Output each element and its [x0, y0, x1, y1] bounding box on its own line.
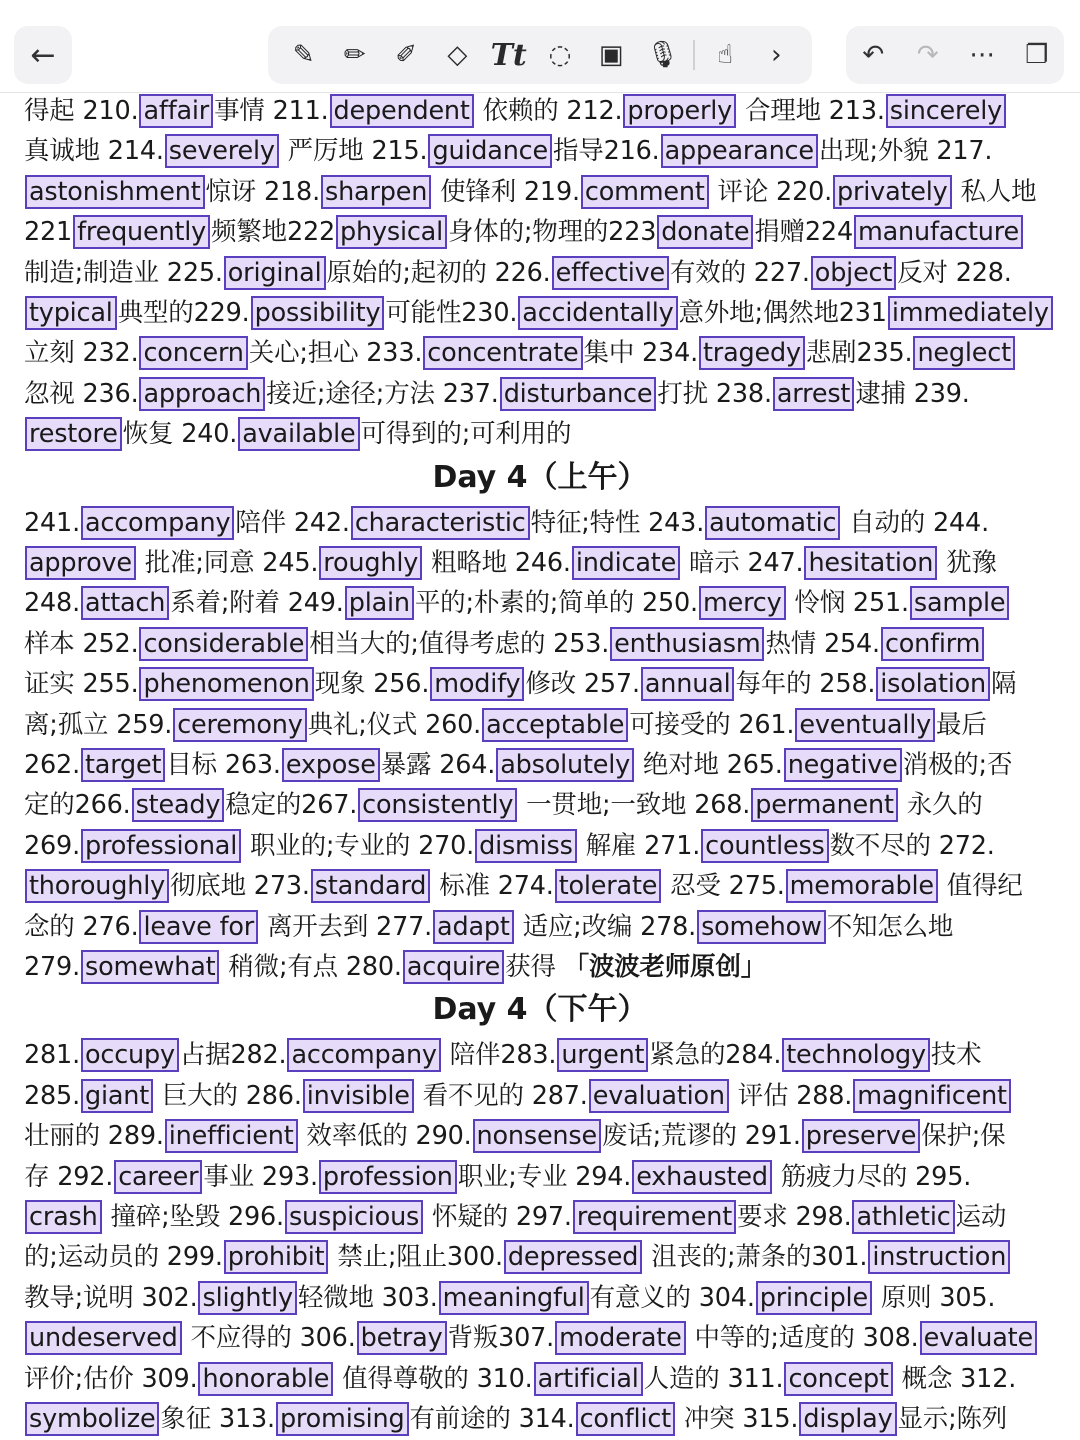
highlighted-word[interactable]: arrest: [773, 377, 854, 411]
highlighted-word[interactable]: indicate: [572, 546, 680, 580]
definition-text: 的;运动员的 299.: [24, 1242, 223, 1273]
highlighted-word[interactable]: evaluate: [920, 1321, 1037, 1355]
definition-text: 系着;附着 249.: [170, 588, 344, 619]
definition-text: 冲突 315.: [675, 1404, 799, 1434]
text-line: [24, 584, 1010, 622]
definition-text: 离开去到 277.: [259, 911, 433, 942]
highlighted-word[interactable]: profession: [319, 1160, 457, 1194]
definition-text: 念的 276.: [24, 911, 139, 942]
eraser-icon[interactable]: ◇: [447, 40, 468, 70]
text-line: [24, 786, 983, 824]
definition-text: 269.: [24, 830, 80, 861]
highlighted-word[interactable]: roughly: [319, 546, 422, 580]
highlighted-word[interactable]: donate: [657, 215, 753, 249]
definition-text: 技术: [930, 1040, 982, 1071]
definition-text: 稍微;有点 280.: [220, 952, 402, 982]
definition-text: 最后: [936, 709, 987, 740]
highlighted-word[interactable]: annual: [641, 667, 735, 701]
definition-text: 犹豫: [938, 548, 997, 578]
definition-text: 典礼;仪式 260.: [307, 709, 482, 740]
definition-text: 打扰 238.: [657, 378, 772, 409]
definition-text: 忍受 275.: [662, 871, 785, 902]
definition-text: 279.: [24, 952, 80, 982]
highlighted-word[interactable]: concentrate: [423, 336, 582, 370]
text-line: [24, 867, 1023, 905]
highlighter-icon[interactable]: ✐: [395, 40, 418, 70]
text-line: [24, 294, 1054, 332]
definition-text: 逮捕 239.: [855, 378, 970, 409]
highlighted-word[interactable]: magnificent: [853, 1079, 1011, 1113]
touch-icon[interactable]: ☝: [717, 40, 733, 70]
text-line: [24, 415, 571, 453]
highlighted-word[interactable]: properly: [623, 94, 736, 128]
highlighted-word[interactable]: manufacture: [854, 215, 1023, 249]
highlighted-word[interactable]: betray: [357, 1321, 447, 1355]
pen-icon[interactable]: ✎: [292, 40, 315, 70]
definition-text: 自动的 244.: [841, 507, 989, 538]
highlighted-word[interactable]: depressed: [504, 1240, 642, 1274]
text-line: [24, 706, 987, 744]
definition-text: 值得尊敬的 310.: [334, 1363, 533, 1394]
highlighted-word[interactable]: technology: [782, 1038, 930, 1072]
text-line: [24, 132, 992, 170]
highlighted-word[interactable]: target: [81, 748, 165, 782]
highlighted-word[interactable]: sharpen: [321, 175, 431, 209]
highlighted-word[interactable]: tragedy: [699, 336, 805, 370]
highlighted-word[interactable]: automatic: [705, 506, 840, 540]
definition-text: 一贯地;一致地 268.: [518, 790, 751, 821]
highlighted-word[interactable]: memorable: [786, 869, 938, 903]
definition-text: 职业;专业 294.: [457, 1161, 632, 1192]
pencil-icon[interactable]: ✏: [343, 40, 366, 70]
highlighted-word[interactable]: principle: [756, 1281, 872, 1315]
definition-text: 数不尽的 272.: [829, 830, 995, 861]
highlighted-word[interactable]: meaningful: [439, 1281, 589, 1315]
more-icon[interactable]: ⋯: [969, 40, 996, 70]
highlighted-word[interactable]: absolutely: [496, 748, 634, 782]
definition-text: 221: [24, 217, 73, 248]
definition-text: 证实 255.: [24, 669, 139, 700]
definition-text: 轻微地 303.: [297, 1282, 438, 1313]
definition-text: 批准;同意 245.: [136, 548, 319, 578]
highlighted-word[interactable]: athletic: [852, 1200, 954, 1234]
image-icon[interactable]: ▣: [598, 40, 624, 70]
highlighted-word[interactable]: acquire: [403, 950, 504, 984]
highlighted-word[interactable]: preserve: [802, 1119, 920, 1153]
definition-text: 效率低的 290.: [298, 1121, 472, 1152]
highlighted-word[interactable]: approve: [25, 546, 136, 580]
highlighted-word[interactable]: adapt: [433, 910, 514, 944]
highlighted-word[interactable]: undeserved: [25, 1321, 182, 1355]
text-line: [24, 1198, 1006, 1236]
highlighted-word[interactable]: possibility: [251, 296, 385, 330]
highlighted-word[interactable]: ceremony: [173, 708, 306, 742]
credit-text: 「波波老师原创」: [563, 952, 767, 982]
text-tool-icon[interactable]: Tt: [490, 37, 527, 73]
definition-text: 频繁地222: [211, 217, 336, 248]
definition-text: 修改 257.: [525, 669, 640, 700]
definition-text: 有效的 227.: [670, 257, 810, 288]
highlighted-word[interactable]: effective: [552, 256, 669, 290]
definition-text: 消极的;否: [902, 750, 1013, 780]
highlighted-word[interactable]: conflict: [576, 1402, 675, 1436]
highlighted-word[interactable]: severely: [165, 134, 279, 168]
definition-text: 特征;特性 243.: [530, 507, 705, 538]
highlighted-word[interactable]: somewhat: [81, 950, 219, 984]
definition-text: 样本 252.: [24, 628, 139, 659]
highlighted-word[interactable]: standard: [311, 869, 431, 903]
definition-text: 评价;估价 309.: [24, 1363, 198, 1394]
arrow-left-icon: ←: [30, 37, 56, 73]
text-line: [24, 334, 1016, 372]
highlighted-word[interactable]: restore: [25, 417, 122, 451]
definition-text: 立刻 232.: [24, 338, 139, 369]
definition-text: 相当大的;值得考虑的 253.: [309, 628, 610, 659]
highlighted-word[interactable]: available: [238, 417, 359, 451]
text-line: [24, 827, 995, 865]
definition-text: 要求 298.: [737, 1202, 852, 1232]
text-line: [24, 1360, 1016, 1398]
highlighted-word[interactable]: mercy: [699, 586, 786, 620]
definition-text: 人造的 311.: [643, 1363, 784, 1394]
definition-text: 紧急的284.: [649, 1040, 782, 1071]
definition-text: 壮丽的 289.: [24, 1121, 164, 1152]
highlighted-word[interactable]: confirm: [881, 627, 984, 661]
definition-text: 反对 228.: [897, 257, 1012, 288]
definition-text: 捐赠224: [754, 217, 853, 248]
microphone-icon[interactable]: 🎙: [645, 40, 679, 70]
definition-text: 281.: [24, 1040, 80, 1071]
highlighted-word[interactable]: steady: [132, 788, 225, 822]
definition-text: 典型的229.: [117, 298, 250, 328]
definition-text: 保护;保: [921, 1121, 1006, 1152]
text-line: [24, 1400, 1007, 1438]
highlighted-word[interactable]: symbolize: [25, 1402, 159, 1436]
highlighted-word[interactable]: prohibit: [224, 1240, 329, 1274]
highlighted-word[interactable]: moderate: [555, 1321, 686, 1355]
definition-text: 标准 274.: [431, 871, 554, 902]
text-line: [24, 173, 1036, 211]
highlighted-word[interactable]: attach: [81, 586, 169, 620]
definition-text: 事业 293.: [203, 1161, 318, 1192]
definition-text: 依赖的 212.: [474, 96, 623, 126]
highlighted-word[interactable]: display: [799, 1402, 896, 1436]
definition-text: 巨大的 286.: [154, 1080, 302, 1111]
highlighted-word[interactable]: acceptable: [482, 708, 628, 742]
lasso-icon[interactable]: ◌: [548, 40, 572, 70]
highlighted-word[interactable]: suspicious: [285, 1200, 423, 1234]
text-line: [24, 908, 953, 946]
redo-icon[interactable]: ↷: [916, 40, 939, 70]
highlighted-word[interactable]: accompany: [81, 506, 234, 540]
highlighted-word[interactable]: artificial: [534, 1362, 643, 1396]
text-line: [24, 375, 970, 413]
definition-text: 事情 211.: [214, 96, 329, 126]
definition-text: 意外地;偶然地231: [678, 298, 887, 328]
definition-text: 248.: [24, 588, 80, 619]
definition-text: 热情 254.: [765, 628, 880, 659]
highlighted-word[interactable]: invisible: [303, 1079, 414, 1113]
highlighted-word[interactable]: object: [811, 256, 896, 290]
text-line: [24, 746, 1012, 784]
definition-text: 忽视 236.: [24, 378, 139, 409]
definition-text: 离;孤立 259.: [24, 709, 173, 740]
highlighted-word[interactable]: honorable: [198, 1362, 333, 1396]
definition-text: 可能性230.: [385, 298, 518, 328]
highlighted-word[interactable]: crash: [25, 1200, 102, 1234]
highlighted-word[interactable]: somehow: [697, 910, 826, 944]
highlighted-word[interactable]: enthusiasm: [610, 627, 764, 661]
highlighted-word[interactable]: phenomenon: [139, 667, 313, 701]
highlighted-word[interactable]: dismiss: [475, 829, 577, 863]
highlighted-word[interactable]: instruction: [868, 1240, 1010, 1274]
definition-text: 永久的: [898, 790, 983, 821]
highlighted-word[interactable]: tolerate: [555, 869, 662, 903]
definition-text: 中等的;适度的 308.: [686, 1323, 919, 1354]
highlighted-word[interactable]: urgent: [557, 1038, 648, 1072]
definition-text: 严厉地 215.: [279, 136, 428, 167]
highlighted-word[interactable]: accidentally: [518, 296, 677, 330]
highlighted-word[interactable]: modify: [430, 667, 524, 701]
undo-icon[interactable]: ↶: [862, 40, 885, 70]
highlighted-word[interactable]: exhausted: [632, 1160, 772, 1194]
definition-text: 平的;朴素的;简单的 250.: [414, 588, 698, 619]
definition-text: 接近;途径;方法 237.: [266, 378, 499, 409]
definition-text: 概念 312.: [893, 1363, 1017, 1394]
definition-text: 制造;制造业 225.: [24, 257, 223, 288]
document-actions: [846, 26, 1064, 84]
definition-text: 值得纪: [938, 871, 1023, 902]
definition-text: 不知怎么地: [826, 911, 954, 942]
text-line: [24, 1238, 1011, 1276]
chevron-right-icon[interactable]: ›: [771, 40, 782, 70]
highlighted-word[interactable]: requirement: [573, 1200, 736, 1234]
highlighted-word[interactable]: approach: [139, 377, 265, 411]
highlighted-word[interactable]: original: [224, 256, 326, 290]
definition-text: 暴露 264.: [380, 750, 496, 780]
definition-text: 原始的;起初的 226.: [326, 257, 551, 288]
highlighted-word[interactable]: occupy: [81, 1038, 179, 1072]
highlighted-word[interactable]: nonsense: [473, 1119, 601, 1153]
definition-text: 筋疲力尽的 295.: [772, 1161, 972, 1192]
highlighted-word[interactable]: hesitation: [804, 546, 937, 580]
highlighted-word[interactable]: accompany: [287, 1038, 440, 1072]
definition-text: 稳定的267.: [225, 790, 358, 821]
definition-text: 怜悯 251.: [786, 588, 909, 619]
definition-text: 可得到的;可利用的: [360, 419, 572, 450]
back-button[interactable]: [14, 26, 72, 84]
highlighted-word[interactable]: leave for: [139, 910, 258, 944]
highlighted-word[interactable]: characteristic: [351, 506, 530, 540]
definition-text: 使锋利 219.: [432, 176, 580, 207]
pages-icon[interactable]: ❐: [1025, 40, 1049, 70]
definition-text: 适应;改编 278.: [514, 911, 697, 942]
section-title: Day 4（下午）: [432, 992, 648, 1028]
definition-text: 恢复 240.: [122, 419, 238, 450]
text-line: [24, 1319, 1038, 1357]
definition-text: 241.: [24, 507, 80, 538]
definition-text: 运动: [955, 1202, 1007, 1232]
highlighted-word[interactable]: thoroughly: [25, 869, 169, 903]
highlighted-word[interactable]: considerable: [139, 627, 308, 661]
definition-text: 背叛307.: [447, 1323, 555, 1354]
highlighted-word[interactable]: sincerely: [886, 94, 1006, 128]
highlighted-word[interactable]: privately: [833, 175, 952, 209]
text-line: [24, 1117, 1005, 1155]
highlighted-word[interactable]: dependent: [330, 94, 474, 128]
definition-text: 原则 305.: [872, 1282, 996, 1313]
text-line: [24, 92, 1007, 130]
definition-text: 不应得的 306.: [182, 1323, 356, 1354]
definition-text: 沮丧的;萧条的301.: [643, 1242, 868, 1273]
definition-text: 有前途的 314.: [409, 1404, 575, 1434]
highlighted-word[interactable]: consistently: [358, 788, 517, 822]
text-line: [24, 504, 989, 542]
definition-text: 撞碎;坠毁 296.: [102, 1202, 284, 1232]
highlighted-word[interactable]: concern: [139, 336, 247, 370]
text-line: [24, 1158, 971, 1196]
definition-text: 指导216.: [552, 136, 660, 167]
definition-text: 评论 220.: [709, 176, 833, 207]
highlighted-word[interactable]: professional: [81, 829, 241, 863]
definition-text: 身体的;物理的223: [447, 217, 657, 248]
highlighted-word[interactable]: isolation: [876, 667, 990, 701]
highlighted-word[interactable]: countless: [701, 829, 829, 863]
definition-text: 解雇 271.: [577, 830, 701, 861]
highlighted-word[interactable]: affair: [139, 94, 213, 128]
text-line: [24, 948, 766, 986]
definition-text: 关心;担心 233.: [248, 338, 423, 369]
definition-text: 占据282.: [179, 1040, 287, 1071]
definition-text: 每年的 258.: [735, 669, 876, 700]
definition-text: 定的266.: [24, 790, 131, 821]
definition-text: 可接受的 261.: [629, 709, 795, 740]
definition-text: 废话;荒谬的 291.: [601, 1121, 801, 1152]
definition-text: 隔: [991, 669, 1017, 700]
text-line: [24, 1077, 1012, 1115]
highlighted-word[interactable]: physical: [336, 215, 447, 249]
highlighted-word[interactable]: immediately: [888, 296, 1053, 330]
highlighted-word[interactable]: evaluation: [589, 1079, 729, 1113]
definition-text: 象征 313.: [160, 1404, 275, 1434]
highlighted-word[interactable]: slightly: [198, 1281, 296, 1315]
definition-text: 悲剧235.: [805, 338, 913, 369]
text-line: [24, 665, 1016, 703]
definition-text: 出现;外貌 217.: [818, 136, 993, 167]
highlighted-word[interactable]: typical: [25, 296, 117, 330]
highlighted-word[interactable]: giant: [81, 1079, 153, 1113]
highlighted-word[interactable]: frequently: [73, 215, 210, 249]
definition-text: 有意义的 304.: [589, 1282, 755, 1313]
highlighted-word[interactable]: inefficient: [165, 1119, 298, 1153]
definition-text: 显示;陈列: [897, 1404, 1008, 1434]
definition-text: 目标 263.: [166, 750, 281, 780]
toolbar-divider: [693, 40, 695, 70]
definition-text: 获得: [505, 952, 564, 982]
definition-text: 绝对地 265.: [635, 750, 783, 780]
definition-text: 禁止;阻止300.: [329, 1242, 503, 1273]
highlighted-word[interactable]: plain: [345, 586, 414, 620]
definition-text: 262.: [24, 750, 80, 780]
definition-text: 存 292.: [24, 1161, 114, 1192]
text-line: [24, 254, 1012, 292]
highlighted-word[interactable]: negative: [784, 748, 902, 782]
highlighted-word[interactable]: expose: [282, 748, 380, 782]
highlighted-word[interactable]: guidance: [428, 134, 552, 168]
definition-text: 集中 234.: [583, 338, 698, 369]
definition-text: 怀疑的 297.: [424, 1202, 572, 1232]
definition-text: 评估 288.: [729, 1080, 853, 1111]
definition-text: 合理地 213.: [737, 96, 885, 126]
definition-text: 真诚地 214.: [24, 136, 164, 167]
definition-text: 教导;说明 302.: [24, 1282, 198, 1313]
highlighted-word[interactable]: eventually: [795, 708, 935, 742]
highlighted-word[interactable]: promising: [276, 1402, 409, 1436]
highlighted-word[interactable]: career: [114, 1160, 202, 1194]
text-line: [24, 1036, 981, 1074]
highlighted-word[interactable]: neglect: [913, 336, 1014, 370]
highlighted-word[interactable]: disturbance: [500, 377, 657, 411]
highlighted-word[interactable]: permanent: [751, 788, 898, 822]
text-line: [24, 625, 985, 663]
definition-text: 粗略地 246.: [423, 548, 571, 578]
definition-text: 现象 256.: [314, 669, 430, 700]
definition-text: 私人地: [952, 176, 1037, 207]
highlighted-word[interactable]: sample: [910, 586, 1010, 620]
section-title: Day 4（上午）: [432, 459, 648, 495]
highlighted-word[interactable]: astonishment: [25, 175, 205, 209]
definition-text: 惊讶 218.: [205, 176, 320, 207]
definition-text: 彻底地 273.: [169, 871, 310, 902]
definition-text: 暗示 247.: [681, 548, 804, 578]
text-line: [24, 213, 1024, 251]
toolbar: [0, 0, 1080, 92]
text-line: [24, 1279, 995, 1317]
definition-text: 看不见的 287.: [414, 1080, 588, 1111]
definition-text: 得起 210.: [24, 96, 139, 126]
definition-text: 职业的;专业的 270.: [242, 830, 475, 861]
definition-text: 285.: [24, 1080, 80, 1111]
highlighted-word[interactable]: appearance: [661, 134, 818, 168]
drawing-tools: [268, 26, 812, 84]
definition-text: 陪伴283.: [441, 1040, 557, 1071]
definition-text: 陪伴 242.: [235, 507, 350, 538]
text-line: [24, 544, 997, 582]
highlighted-word[interactable]: comment: [581, 175, 709, 209]
highlighted-word[interactable]: concept: [784, 1362, 892, 1396]
